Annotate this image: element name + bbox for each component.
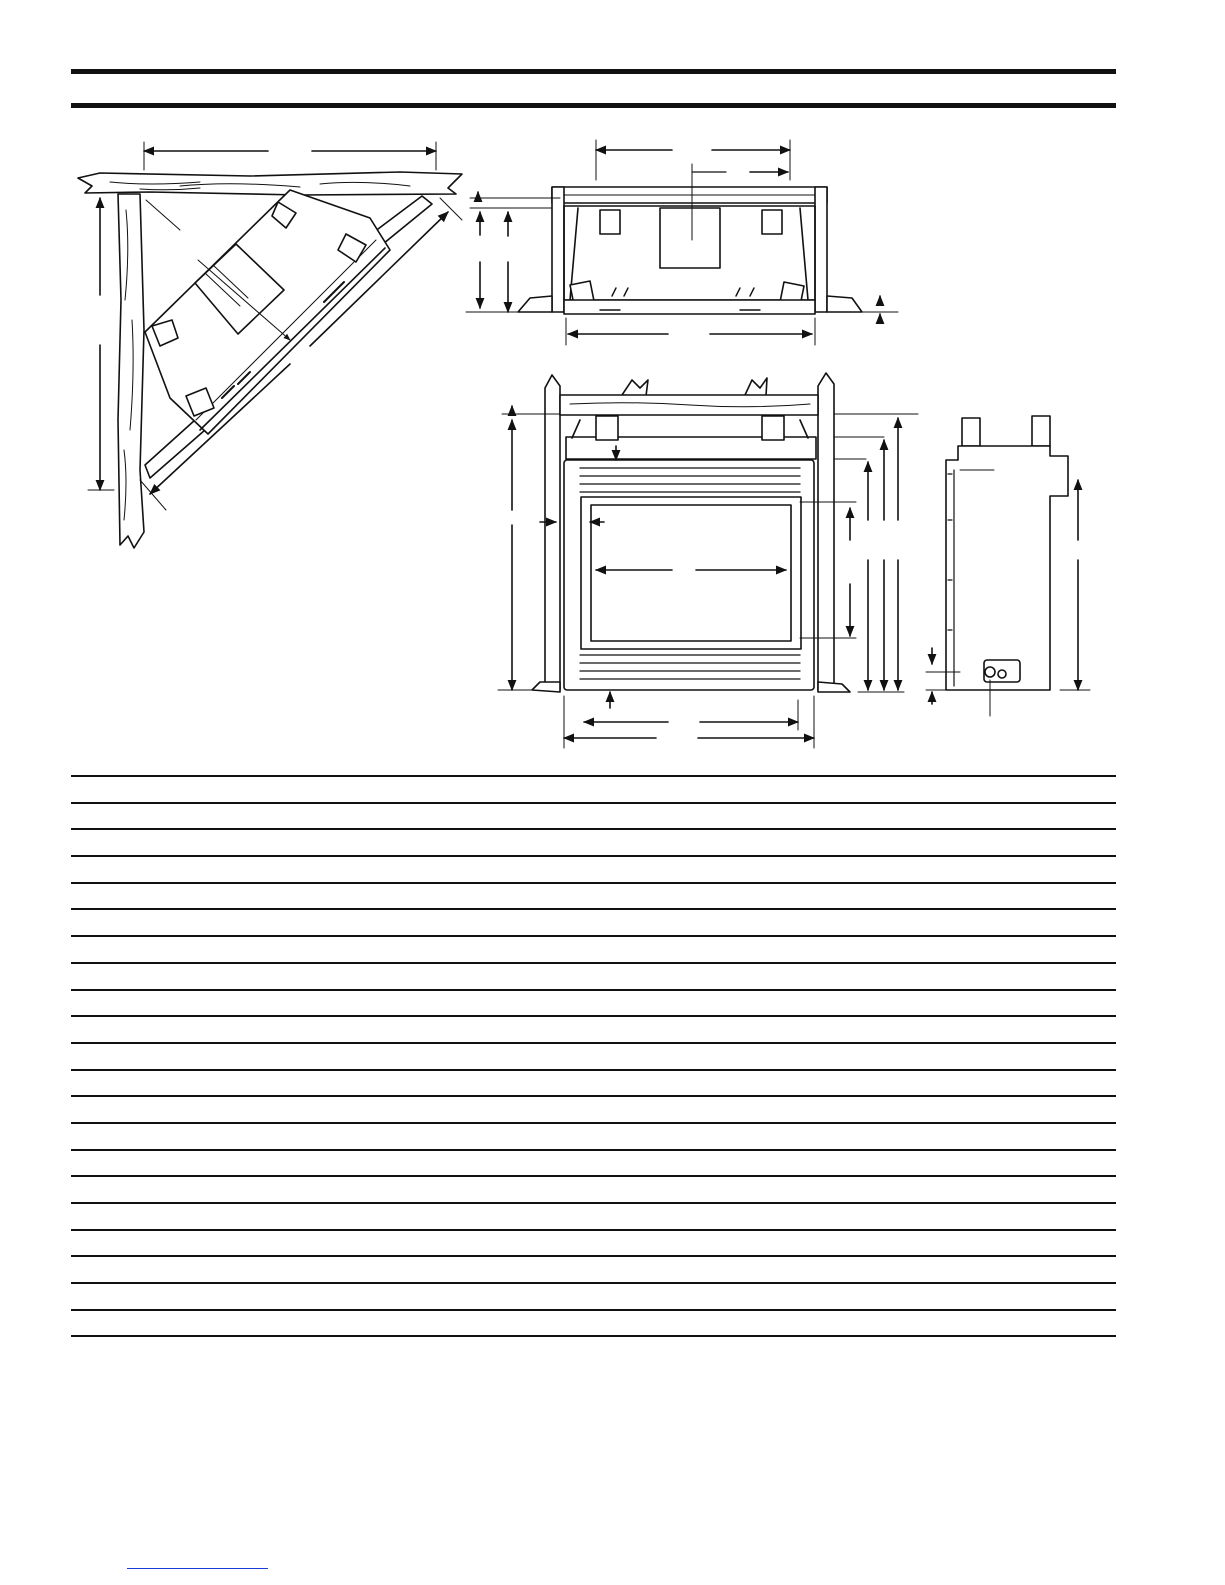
table-row <box>71 1017 1116 1044</box>
table-row <box>71 777 1116 804</box>
table-row <box>71 1204 1116 1231</box>
table-row <box>71 1097 1116 1124</box>
side-view <box>926 416 1090 716</box>
table-row <box>71 910 1116 937</box>
table-row <box>71 1257 1116 1284</box>
table-row <box>71 991 1116 1018</box>
table-row <box>71 1151 1116 1178</box>
table-row <box>71 1284 1116 1311</box>
table-row <box>71 937 1116 964</box>
table-row <box>71 857 1116 884</box>
spec-table <box>71 775 1116 1337</box>
table-row <box>71 884 1116 911</box>
table-row <box>71 804 1116 831</box>
table-row <box>71 1311 1116 1338</box>
top-view <box>466 140 898 345</box>
corner-installation-view <box>78 142 462 548</box>
fireplace-dimension-drawings <box>0 0 1225 760</box>
table-row <box>71 1231 1116 1258</box>
table-row <box>71 1044 1116 1071</box>
table-row <box>71 830 1116 857</box>
table-row <box>71 1124 1116 1151</box>
table-row <box>71 1071 1116 1098</box>
table-row <box>71 1177 1116 1204</box>
front-view <box>498 373 918 748</box>
footer-link-underline[interactable] <box>127 1568 268 1569</box>
table-row <box>71 964 1116 991</box>
